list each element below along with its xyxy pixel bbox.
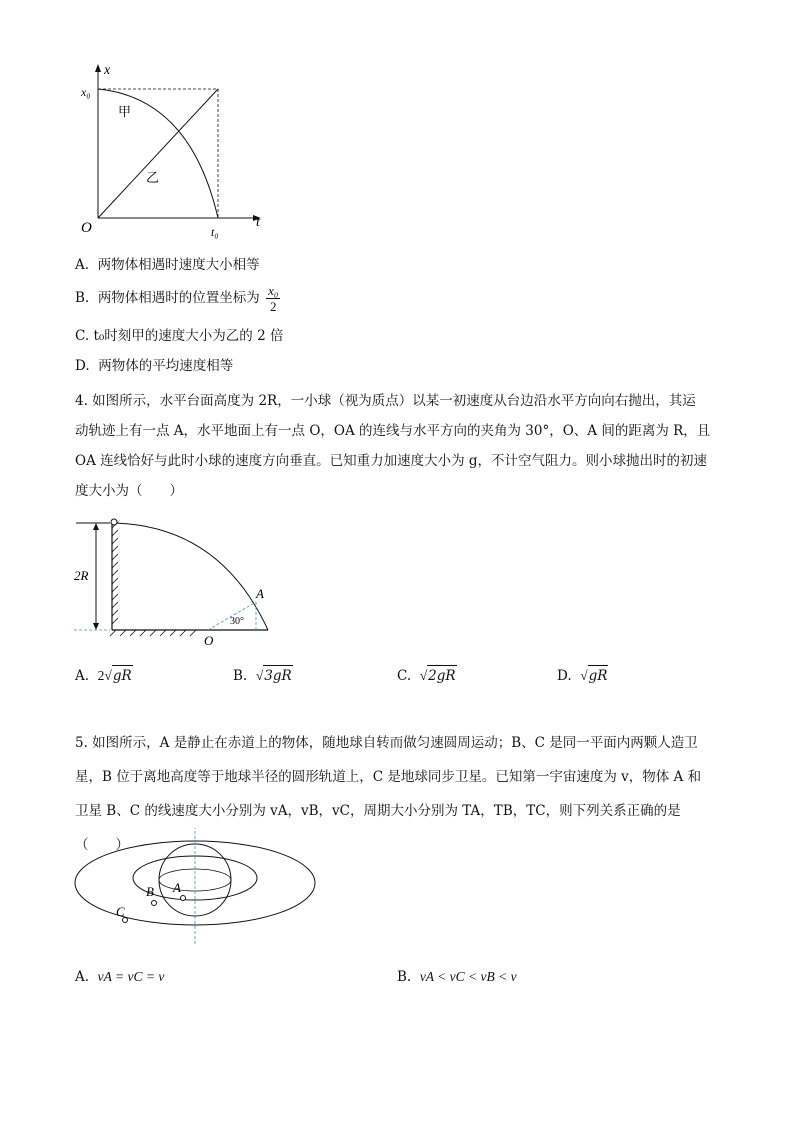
t0-label: t₀ (211, 225, 219, 239)
q3-option-a: A. 两物体相遇时速度大小相等 (75, 257, 260, 273)
trajectory (114, 523, 268, 630)
axis-t-label: t (256, 215, 260, 230)
x-axis-arrow (95, 64, 101, 72)
curve-yi-label: 乙 (146, 170, 160, 185)
axis-x-label: x (104, 63, 111, 78)
orbit-figure (70, 828, 330, 950)
q5-option-b: B. vA < vC < vB < v (397, 969, 517, 985)
point-a (181, 896, 186, 901)
q4-option-c: C. √2gR (397, 665, 457, 686)
ball (111, 519, 117, 525)
q4-option-a: A. 2√gR (75, 665, 133, 686)
angle-label: 30° (230, 616, 244, 627)
label-b: B (146, 884, 154, 899)
height-label: 2R (74, 568, 89, 583)
origin-label: O (81, 220, 92, 236)
q4-option-d: D. √gR (557, 665, 608, 686)
point-o-label: O (204, 633, 214, 648)
q3-option-d: D. 两物体的平均速度相等 (75, 358, 234, 374)
point-b (152, 901, 157, 906)
q5-option-a: A. vA = vC = v (75, 969, 165, 985)
q3-option-b: B. 两物体相遇时的位置坐标为 $\frac{\text{x₀}}{2}$ (75, 283, 279, 314)
label-a: A (173, 880, 181, 895)
earth (159, 844, 231, 916)
x-t-graph (70, 58, 280, 248)
label-c: C (116, 904, 125, 919)
point-a-label: A (256, 586, 264, 601)
fraction: $\frac{\text{x₀}}{2}$ (268, 283, 279, 314)
line-yi (98, 89, 218, 218)
q4-option-b: B. √3gR (233, 665, 293, 686)
x0-label: x₀ (81, 85, 91, 99)
q5-stem: 5. 如图所示，A 是静止在赤道上的物体，随地球自转而做匀速圆周运动；B、C 是同一平面内两颗人造卫 星，B 位于离地高度等于地球半径的圆形轨道上，C 是地球同步卫星。已知第一宇宙速度为 v，物体 A 和 卫星 B、C 的线速度大小分别为 vA，vB，vC，周期大小分别为 TA，TB，TC，则下列关系正确的是 （ ） (75, 735, 702, 853)
curve-jia-label: 甲 (118, 104, 132, 119)
projectile-figure (70, 512, 280, 652)
q4-stem: 4. 如图所示，水平台面高度为 2R，一小球（视为质点）以某一初速度从台边沿水平方向向右抛出，其运 动轨迹上有一点 A，水平地面上有一点 O，OA 的连线与水平方向的夹角为 30°，O、A 间的距离为 R，且 OA 连线恰好与此时小球的速度方向垂直。已知重力加速度大小为 g，不计空气阻力。则小球抛出时的初速 度大小为（ ） (75, 393, 711, 499)
q3-option-c: C. t₀时刻甲的速度大小为乙的 2 倍 (75, 328, 284, 344)
